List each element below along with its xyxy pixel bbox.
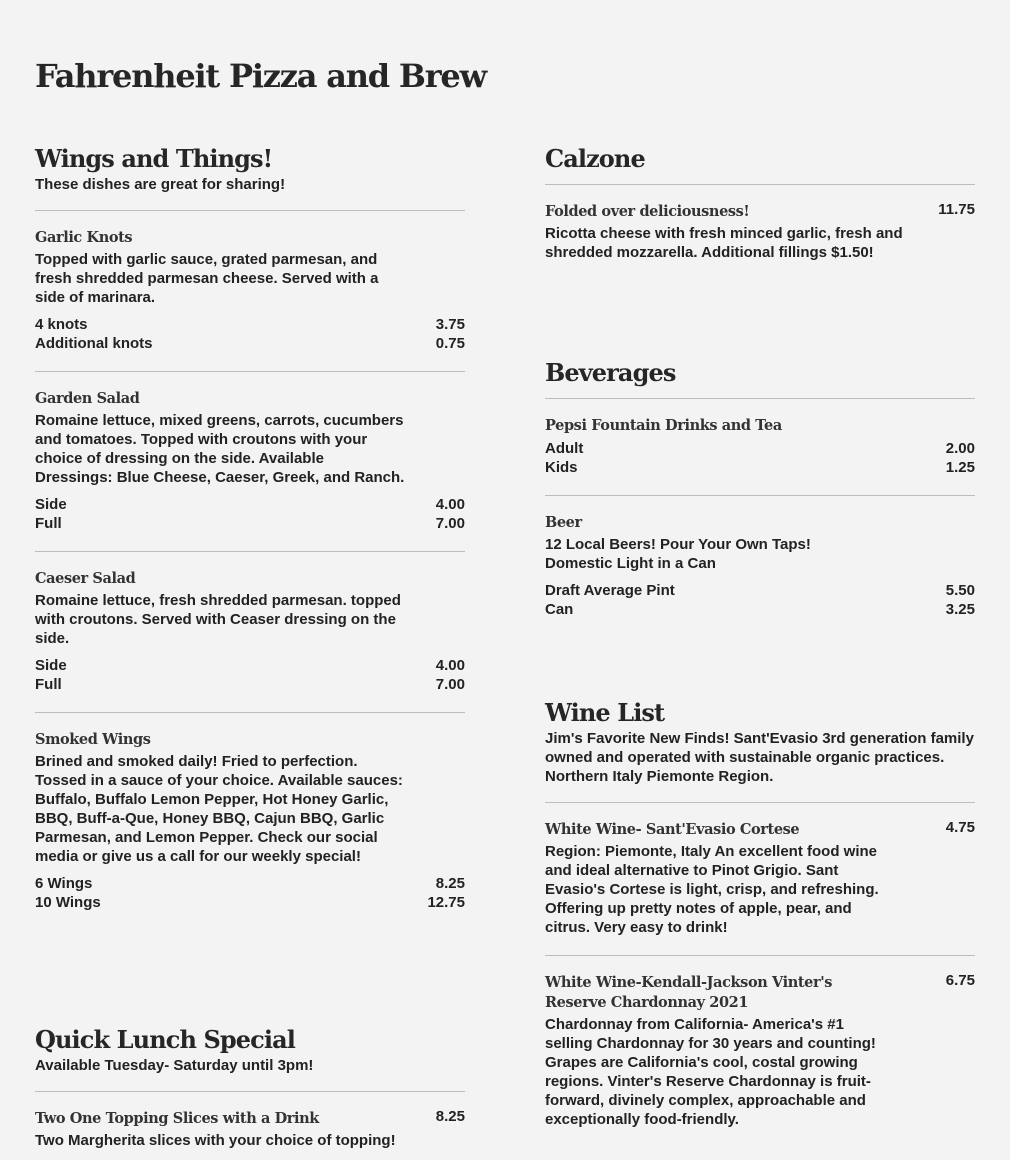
item-name: White Wine- Sant'Evasio Cortese	[545, 821, 800, 838]
option-label: Side	[35, 657, 67, 674]
section-title: Beverages	[545, 358, 676, 387]
option-price: 7.00	[435, 676, 465, 693]
menu-item-lunch-slices	[35, 1092, 465, 1150]
option-price: 1.25	[945, 459, 975, 476]
price-options	[545, 439, 975, 477]
item-description: Ricotta cheese with fresh minced garlic, fresh and shredded mozzarella. Additional fillings $1.50!	[545, 225, 903, 261]
item-description: Romaine lettuce, fresh shredded parmesan. topped with croutons. Served with Ceaser dressing on the side.	[35, 592, 401, 647]
item-price: 4.75	[945, 819, 975, 836]
price-option	[545, 600, 975, 619]
price-options	[35, 495, 465, 533]
item-description: 12 Local Beers! Pour Your Own Taps! Domestic Light in a Can	[545, 536, 811, 572]
option-label: 4 knots	[35, 316, 88, 333]
option-label: Draft Average Pint	[545, 582, 675, 599]
option-price: 7.00	[435, 515, 465, 532]
section-title: Wine List	[545, 698, 665, 727]
option-price: 8.25	[435, 875, 465, 892]
price-options	[35, 874, 465, 912]
section-title: Wings and Things!	[35, 144, 273, 173]
menu-item-fountain-drinks	[545, 399, 975, 477]
section-subtitle: These dishes are great for sharing!	[35, 176, 286, 193]
section-title: Quick Lunch Special	[35, 1025, 295, 1054]
option-price: 3.75	[435, 316, 465, 333]
menu-item-garden-salad	[35, 372, 465, 533]
item-name: Beer	[545, 514, 582, 531]
item-name: Smoked Wings	[35, 731, 151, 748]
item-name: Garlic Knots	[35, 229, 133, 246]
item-name: Garden Salad	[35, 390, 140, 407]
page-title: Fahrenheit Pizza and Brew	[35, 57, 486, 95]
item-name: Folded over deliciousness!	[545, 203, 750, 220]
option-price: 12.75	[427, 894, 465, 911]
item-description: Brined and smoked daily! Fried to perfection. Tossed in a sauce of your choice. Available sauces: Buffalo, Buffalo Lemon Pepper, Hot Honey Garlic, BBQ, Buff-a-Que, Honey BBQ, Cajun BBQ, Garlic Parmesan, and Lemon Pepper. Check our social media or give us a call for our weekly special!	[35, 753, 403, 865]
option-label: Can	[545, 601, 574, 618]
item-name: Two One Topping Slices with a Drink	[35, 1110, 319, 1127]
option-price: 2.00	[945, 440, 975, 457]
price-option	[35, 514, 465, 533]
price-option	[35, 874, 465, 893]
item-price: 8.25	[435, 1108, 465, 1125]
beverages-section	[545, 358, 975, 619]
calzone-section	[545, 144, 975, 262]
menu-item-beer	[545, 496, 975, 619]
item-description: Romaine lettuce, mixed greens, carrots, cucumbers and tomatoes. Topped with croutons with your choice of dressing on the side. Available Dressings: Blue Cheese, Caeser, Greek, and Ranch.	[35, 412, 405, 486]
wine-section	[545, 698, 975, 1129]
option-label: 10 Wings	[35, 894, 101, 911]
option-label: Kids	[545, 459, 578, 476]
item-name: Caeser Salad	[35, 570, 136, 587]
item-name: White Wine-Kendall-Jackson Vinter's Reserve Chardonnay 2021	[545, 974, 833, 1011]
menu-item-garlic-knots	[35, 211, 465, 353]
item-description: Two Margherita slices with your choice of topping!	[35, 1132, 396, 1149]
section-subtitle: Jim's Favorite New Finds! Sant'Evasio 3rd generation family owned and operated with sustainable organic practices. Northern Italy Piemonte Region.	[545, 730, 974, 785]
option-label: 6 Wings	[35, 875, 93, 892]
price-option	[35, 893, 465, 912]
item-name: Pepsi Fountain Drinks and Tea	[545, 417, 782, 434]
item-description: Topped with garlic sauce, grated parmesan, and fresh shredded parmesan cheese. Served with a side of marinara.	[35, 251, 379, 306]
option-label: Adult	[545, 440, 584, 457]
option-label: Full	[35, 515, 62, 532]
price-option	[35, 495, 465, 514]
lunch-section	[35, 1025, 465, 1150]
section-subtitle: Available Tuesday- Saturday until 3pm!	[35, 1057, 314, 1074]
option-label: Side	[35, 496, 67, 513]
menu-item-calzone	[545, 185, 975, 262]
wings-section	[35, 144, 465, 912]
option-price: 5.50	[945, 582, 975, 599]
price-option	[545, 439, 975, 458]
price-option	[35, 675, 465, 694]
price-option	[545, 581, 975, 600]
item-description: Chardonnay from California- America's #1 selling Chardonnay for 30 years and counting! Grapes are California's cool, costal growing regions. Vinter's Reserve Chardonnay is fruit-forward, divinely complex, approachable and exceptionally food-friendly.	[545, 1016, 876, 1128]
menu-item-caeser-salad	[35, 552, 465, 694]
option-price: 0.75	[435, 335, 465, 352]
price-option	[35, 656, 465, 675]
item-description: Region: Piemonte, Italy An excellent food wine and ideal alternative to Pinot Grigio. Sant Evasio's Cortese is light, crisp, and refreshing. Offering up pretty notes of apple, pear, and citrus. Very easy to drink!	[545, 843, 879, 936]
price-option	[545, 458, 975, 477]
menu-item-wine-chardonnay	[545, 956, 975, 1129]
option-price: 4.00	[435, 496, 465, 513]
option-price: 3.25	[945, 601, 975, 618]
option-price: 4.00	[435, 657, 465, 674]
price-option	[35, 315, 465, 334]
price-options	[35, 656, 465, 694]
option-label: Additional knots	[35, 335, 153, 352]
item-price: 11.75	[938, 201, 975, 218]
option-label: Full	[35, 676, 62, 693]
price-option	[35, 334, 465, 353]
price-options	[545, 581, 975, 619]
item-price: 6.75	[945, 972, 975, 989]
menu-item-smoked-wings	[35, 713, 465, 912]
price-options	[35, 315, 465, 353]
menu-item-wine-cortese	[545, 803, 975, 937]
section-title: Calzone	[545, 144, 645, 173]
